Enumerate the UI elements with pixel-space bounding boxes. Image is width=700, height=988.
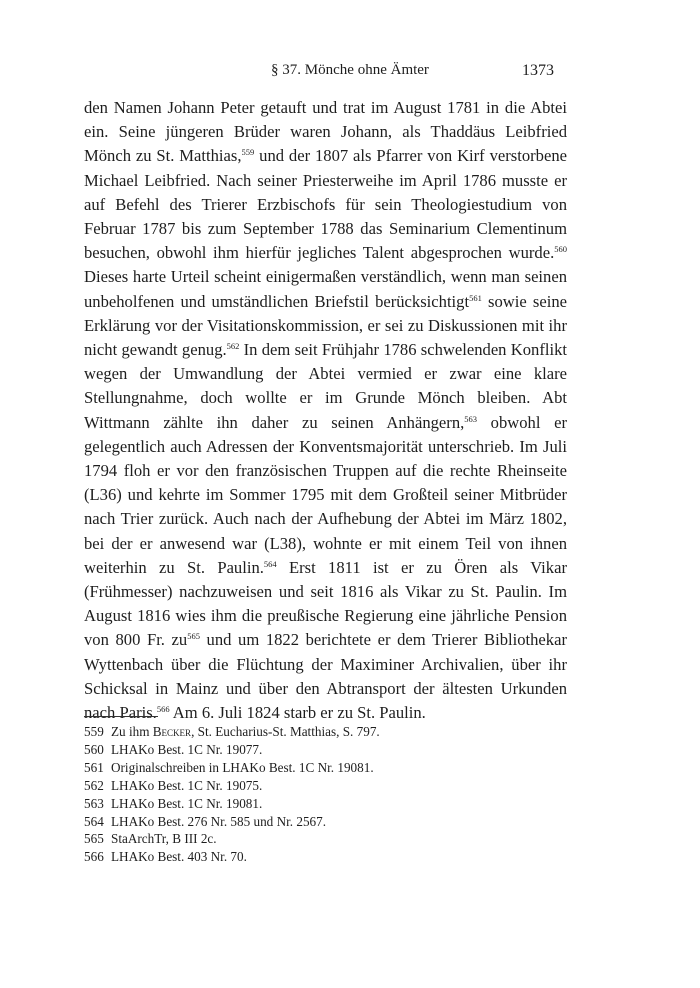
footnote-559 [84,723,567,741]
footnote-text-rest: , St. Eucharius-St. Matthias, S. 797. [191,724,380,739]
footnote-ref-564[interactable]: 564 [263,558,277,569]
body-text-segment: und der 1807 als Pfarrer von Kirf verstorbene Michael Leibfried. Nach seiner Priesterweihe im April 1786 musste er auf Befehl des Trierer Erzbischofs für sein Theologiestudium von Februar 1787 bis zum September 1788 das Seminarium Clementinum besuchen, obwohl ihm hierfür jegliches Talent abgesprochen wurde. [84,146,567,263]
page-number: 1373 [522,62,554,79]
footnote-number: 562 [84,777,104,793]
footnote-separator [84,716,158,717]
body-text-segment: und um 1822 berichtete er dem Trierer Bibliothekar Wyttenbach über die Flüchtung der Maximiner Archivalien, über ihr Schicksal in Mainz und über den Abtransport der ältesten Urkunden nach Paris. [84,630,567,723]
footnote-text: LHAKo Best. 1C Nr. 19075. [111,777,263,793]
footnote-563 [84,795,567,813]
body-text-segment: Am 6. Juli 1824 starb er zu St. Paulin. [169,703,426,723]
footnote-566 [84,848,567,866]
body-text-segment: obwohl er gelegentlich auch Adressen der Konventsmajorität unterschrieb. Im Juli 1794 floh er vor den französischen Truppen auf die rechte Rheinseite (L36) und kehrte im Sommer 1795 mit dem Großteil seiner Mitbrüder nach Trier zurück. Auch nach der Aufhebung der Abtei im März 1802, bei der er anwesend war (L38), wohnte er mit einem Teil von ihnen weiterhin zu St. Paulin. [84,412,567,577]
footnote-number: 561 [84,759,104,775]
footnotes [84,723,567,866]
footnote-ref-565[interactable]: 565 [187,631,200,642]
body-paragraph [84,96,567,725]
footnote-561 [84,759,567,777]
footnote-number: 563 [84,795,104,811]
footnote-number: 559 [84,724,104,739]
footnote-ref-563[interactable]: 563 [464,413,478,424]
footnote-text: Originalschreiben in LHAKo Best. 1C Nr. 19081. [111,759,374,775]
footnote-text [111,723,380,741]
footnote-number: 564 [84,813,104,829]
footnote-ref-566[interactable]: 566 [156,704,170,715]
footnote-565 [84,830,567,848]
body-text-segment: den Namen Johann Peter getauft und trat im August 1781 in die Abtei ein. Seine jüngeren Brüder waren Johann, als Thaddäus Leibfried Mönch zu St. Matthias, [84,98,567,166]
footnote-564 [84,813,567,831]
footnote-ref-559[interactable]: 559 [241,147,255,158]
footnote-number: 560 [84,741,104,757]
running-header [0,62,700,82]
footnote-ref-562[interactable]: 562 [226,341,240,352]
running-title: § 37. Mönche ohne Ämter [271,62,429,78]
footnote-text: StaArchTr, B III 2c. [111,831,217,847]
footnote-text: LHAKo Best. 403 Nr. 70. [111,849,247,865]
footnote-author: Becker [152,724,192,739]
footnote-560 [84,741,567,759]
body-text-segment: Dieses harte Urteil scheint einigermaßen verständlich, wenn man seinen unbeholfenen und umständlichen Briefstil berücksichtigt [84,267,567,311]
footnote-ref-560[interactable]: 560 [554,244,567,255]
footnote-text: LHAKo Best. 1C Nr. 19077. [111,741,263,757]
body-text-segment: Erst 1811 ist er zu Ören als Vikar (Frühmesser) nachzuweisen und seit 1816 als Vikar zu St. Paulin. Im August 1816 wies ihm die preußische Regierung eine jährliche Pension von 800 Fr. zu [84,557,567,650]
footnote-562 [84,777,567,795]
footnote-number: 566 [84,849,104,865]
footnote-text: LHAKo Best. 1C Nr. 19081. [111,795,263,811]
footnote-number: 565 [84,831,104,847]
footnote-text-pre: Zu ihm [111,724,153,739]
body-text-segment: In dem seit Frühjahr 1786 schwelenden Konflikt wegen der Umwandlung der Abtei vermied er zwar eine klare Stellungnahme, doch wollte er im Grunde Mönch bleiben. Abt Wittmann zählte ihn daher zu seinen Anhängern, [84,340,567,432]
body-text-segment: sowie seine Erklärung vor der Visitationskommission, er sei zu Diskussionen mit ihr nicht gewandt genug. [84,291,567,360]
footnote-text: LHAKo Best. 276 Nr. 585 und Nr. 2567. [111,813,327,829]
footnote-ref-561[interactable]: 561 [469,292,482,303]
